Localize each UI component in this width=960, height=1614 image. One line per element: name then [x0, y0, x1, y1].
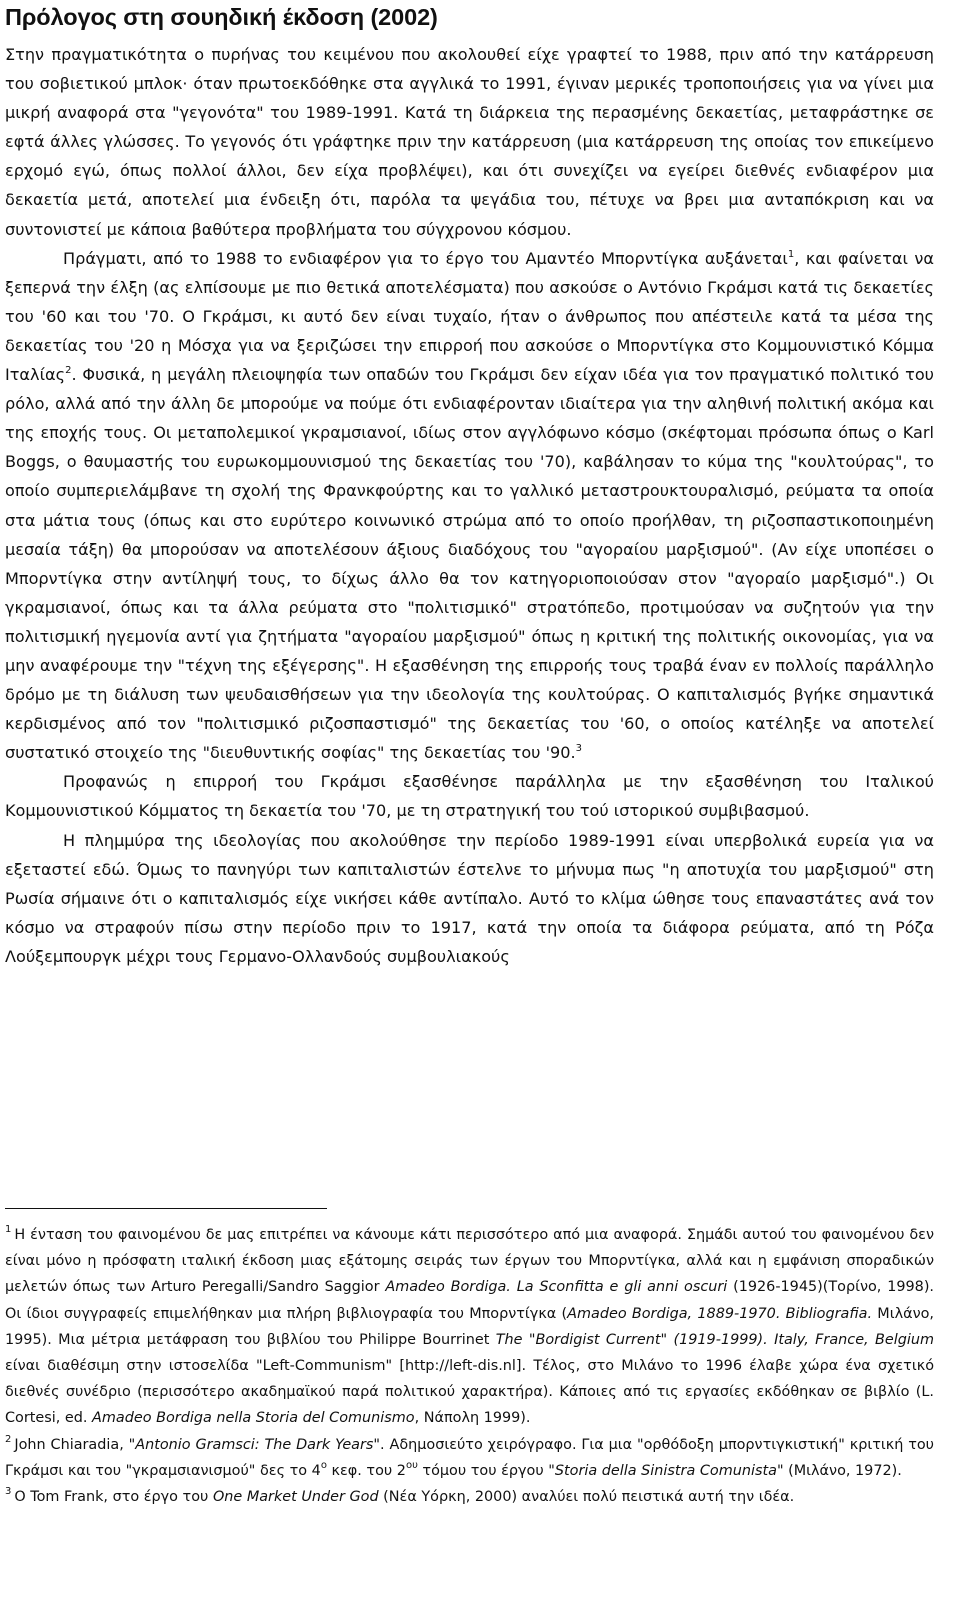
footnote-2-text: " (Μιλάνο, 1972). [776, 1462, 902, 1479]
footnote-1-text: Η ένταση του φαινομένου δε μας επιτρέπει να κάνουμε κάτι περισσότερο από μια αναφορά. Σημάδι αυτού του φαινομένου δεν είναι μόνο η πρόσφατη ιταλική έκδοση μιας εξάτομης σειράς των έργων του Μπορντίγκα, αλλά και η εμφάνιση σποραδικών μελετών όπως των Arturo Peregalli/Sandro Saggior [5, 1227, 934, 1296]
footnote-1-book-title: Amadeo Bordiga, 1889-1970. Bibliografia. [567, 1305, 873, 1322]
footnote-3-book-title: One Market Under God [212, 1489, 379, 1506]
footnote-1-number: 1 [5, 1224, 12, 1235]
footnote-3-text: Ο Tom Frank, στο έργο του [14, 1489, 213, 1506]
footnote-2-book-title: Antonio Gramsci: The Dark Years [135, 1436, 374, 1453]
footnote-1-text: , Νάπολη 1999). [414, 1410, 531, 1427]
footnote-2-text: John Chiaradia, " [14, 1436, 136, 1453]
paragraph-1: Στην πραγματικότητα ο πυρήνας του κειμένου που ακολουθεί είχε γραφτεί το 1988, πριν από την κατάρρευση του σοβιετικού μπλοκ· όταν πρωτοεκδόθηκε στα αγγλικά το 1991, έγιναν μερικές τροποποιήσεις για να γίνει μια μικρή αναφορά στα "γεγονότα" του 1989-1991. Κατά τη διάρκεια της περασμένης δεκαετίας, μεταφράστηκε σε εφτά άλλες γλώσσες. Το γεγονός ότι γράφτηκε πριν την κατάρρευση (μια κατάρρευση της οποίας τον επικείμενο ερχομό εγώ, όπως πολλοί άλλοι, δεν είχα προβλέψει), και ότι συνεχίζει να εγείρει διεθνές ενδιαφέρον μια δεκαετία μετά, αποτελεί μια ένδειξη ότι, παρόλα τα ψεγάδια του, πέτυχε να βρει μια ανταπόκριση και να συντονιστεί με κάποια βαθύτερα προβλήματα του σύγχρονου κόσμου. [5, 45, 934, 239]
document-body [5, 40, 934, 971]
footnote-2-text: κεφ. του 2 [326, 1462, 406, 1479]
paragraph-2-text-c: . Φυσικά, η μεγάλη πλειοψηφία των οπαδών του Γκράμσι δεν είχαν ιδέα για τον πραγματικό πολιτικό του ρόλο, αλλά από την άλλη δε μπορούμε να πούμε ότι ενδιαφέρονταν ιδιαίτερα για την αληθινή πολιτική ακόμα και της εποχής τους. Οι μεταπολεμικοί γκραμσιανοί, ιδίως στον αγγλόφωνο κόσμο (σκέφτομαι πρόσωπα όπως ο Karl Boggs, ο θαυμαστής του ευρωκομμουνισμού της δεκαετίας του '70), καβάλησαν το κύμα της "κουλτούρας", το οποίο συμπεριελάμβανε τη σχολή της Φρανκφούρτης και το γαλλικό μεταστρουκτουραλισμό, ρεύματα τα οποία στα μάτια τους (όπως και στο ευρύτερο κοινωνικό στρώμα από το οποίο προήλθαν, τη ριζοσπαστικοποιημένη μεσαία τάξη) θα μπορούσαν να αποτελέσουν άξιους διαδόχους του "αγοραίου μαρξισμού". (Αν είχε υποπέσει ο Μπορντίγκα στην αντίληψή τους, το δίχως άλλο θα τον κατηγοριοποιούσαν στον "αγοραίο μαρξισμό".) Οι γκραμσιανοί, όπως και τα άλλα ρεύματα στο "πολιτισμικό" στρατόπεδο, προτιμούσαν να συζητούν για την πολιτισμική ηγεμονία αντί για ζητήματα "αγοραίου μαρξισμού" όπως η κριτική της πολιτικής οικονομίας, για να μην αναφέρουμε την "τέχνη της εξέγερσης". Η εξασθένηση της επιρροής τους τραβά έναν εν πολλοίς παράλληλο δρόμο με τη διάλυση των ψευδαισθήσεων για την ιδεολογία της κουλτούρας. Ο καπιταλισμός βγήκε σημαντικά κερδισμένος από τον "πολιτισμικό ριζοσπαστισμό" της δεκαετίας του '60, ο οποίος κατέληξε να αποτελεί συστατικό στοιχείο της "διευθυντικής σοφίας" της δεκαετίας του '90. [5, 365, 934, 763]
footnote-3-text: (Νέα Υόρκη, 2000) αναλύει πολύ πειστικά αυτή την ιδέα. [378, 1489, 795, 1506]
footnote-1-text: (1926-1945)(Τορίνο, 1998). Οι ίδιοι συγγραφείς επιμελήθηκαν μια πλήρη βιβλιογραφία του Μπορντίγκα ( [5, 1279, 935, 1322]
paragraph-2 [5, 244, 934, 768]
footnote-2-text: τόμου του έργου " [417, 1462, 555, 1479]
footnote-2-number: 2 [5, 1433, 12, 1445]
footnote-1-book-title: The "Bordigist Current" (1919-1999). Italy, France, Belgium [495, 1331, 934, 1348]
footnote-1-text: Μιλάνο, 1995). Μια μέτρια μετάφραση του βιβλίου του Philippe Bourrinet [5, 1305, 934, 1348]
paragraph-2-text-a: Πράγματι, από το 1988 το ενδιαφέρον για το έργο του Αμαντέο Μπορντίγκα αυξάνεται [63, 248, 788, 268]
footnote-3 [5, 1484, 934, 1510]
footnote-2-ordinal: ο [320, 1459, 327, 1471]
footnote-ref-2[interactable]: 2 [65, 365, 72, 377]
paragraph-2-text-b: , και φαίνεται να ξεπερνά την έλξη (ας ελπίσουμε με πιο θετικά αποτελέσματα) που ασκούσε ο Αντόνιο Γκράμσι κατά τις δεκαετίες του '60 και του '70. Ο Γκράμσι, κι αυτό δεν είναι τυχαίο, ήταν ο άνθρωπος που απέστειλε κατά τα μέσα της δεκαετίας του '20 η Μόσχα για να ξεριζώσει την επιρροή που ασκούσε ο Μπορντίγκα στο Κομμουνιστικό Κόμμα Ιταλίας [5, 248, 934, 385]
footnote-2-text: ". Αδημοσιεύτο χειρόγραφο. Για μια "ορθόδοξη μπορντιγκιστική" κριτική του Γκράμσι και του "γκραμσιανισμού" δες το 4 [5, 1436, 934, 1479]
footnotes [5, 1222, 934, 1510]
footnote-ref-1[interactable]: 1 [787, 248, 795, 260]
footnote-1-text: είναι διαθέσιμη στην ιστοσελίδα "Left-Communism" [http://left-dis.nl]. Τέλος, στο Μιλάνο το 1996 έλαβε χώρα ένα σχετικό διεθνές συνέδριο (περισσότερο ακαδημαϊκού παρά πολιτικού χαρακτήρα). Κάποιες από τις εργασίες εκδόθηκαν σε βιβλίο (L. Cortesi, ed. [5, 1358, 934, 1427]
document-title: Πρόλογος στη σουηδική έκδοση (2002) [5, 4, 438, 30]
paragraph-4: Η πλημμύρα της ιδεολογίας που ακολούθησε την περίοδο 1989-1991 είναι υπερβολικά ευρεία για να εξεταστεί εδώ. Όμως το πανηγύρι των καπιταλιστών έστελνε το μήνυμα πως "η αποτυχία του μαρξισμού" στη Ρωσία σήμαινε ότι ο καπιταλισμός είχε νικήσει κάθε αντίπαλο. Αυτό το κλίμα ώθησε τους επαναστάτες ανά τον κόσμο να στραφούν πίσω στην περίοδο πριν το 1917, κατά την οποία τα διάφορα ρεύματα, από τη Ρόζα Λούξεμπουργκ μέχρι τους Γερμανο-Ολλανδούς συμβουλιακούς [5, 830, 934, 966]
footnote-ref-3[interactable]: 3 [575, 743, 582, 755]
paragraph-3: Προφανώς η επιρροή του Γκράμσι εξασθένησε παράλληλα με την εξασθένηση του Ιταλικού Κομμουνιστικού Κόμματος τη δεκαετία του '70, με τη στρατηγική του τού ιστορικού συμβιβασμού. [5, 772, 934, 821]
footnote-1-book-title: Amadeo Bordiga. La Sconfitta e gli anni oscuri [385, 1279, 728, 1296]
footnote-3-number: 3 [5, 1486, 12, 1498]
footnote-2-book-title: Storia della Sinistra Comunista [554, 1462, 777, 1479]
footnote-1-book-title: Amadeo Bordiga nella Storia del Comunismo [92, 1410, 415, 1427]
footnote-1 [5, 1222, 934, 1432]
footnote-2 [5, 1432, 934, 1484]
footnote-separator [5, 1208, 327, 1209]
footnote-2-ordinal: ου [405, 1459, 418, 1471]
